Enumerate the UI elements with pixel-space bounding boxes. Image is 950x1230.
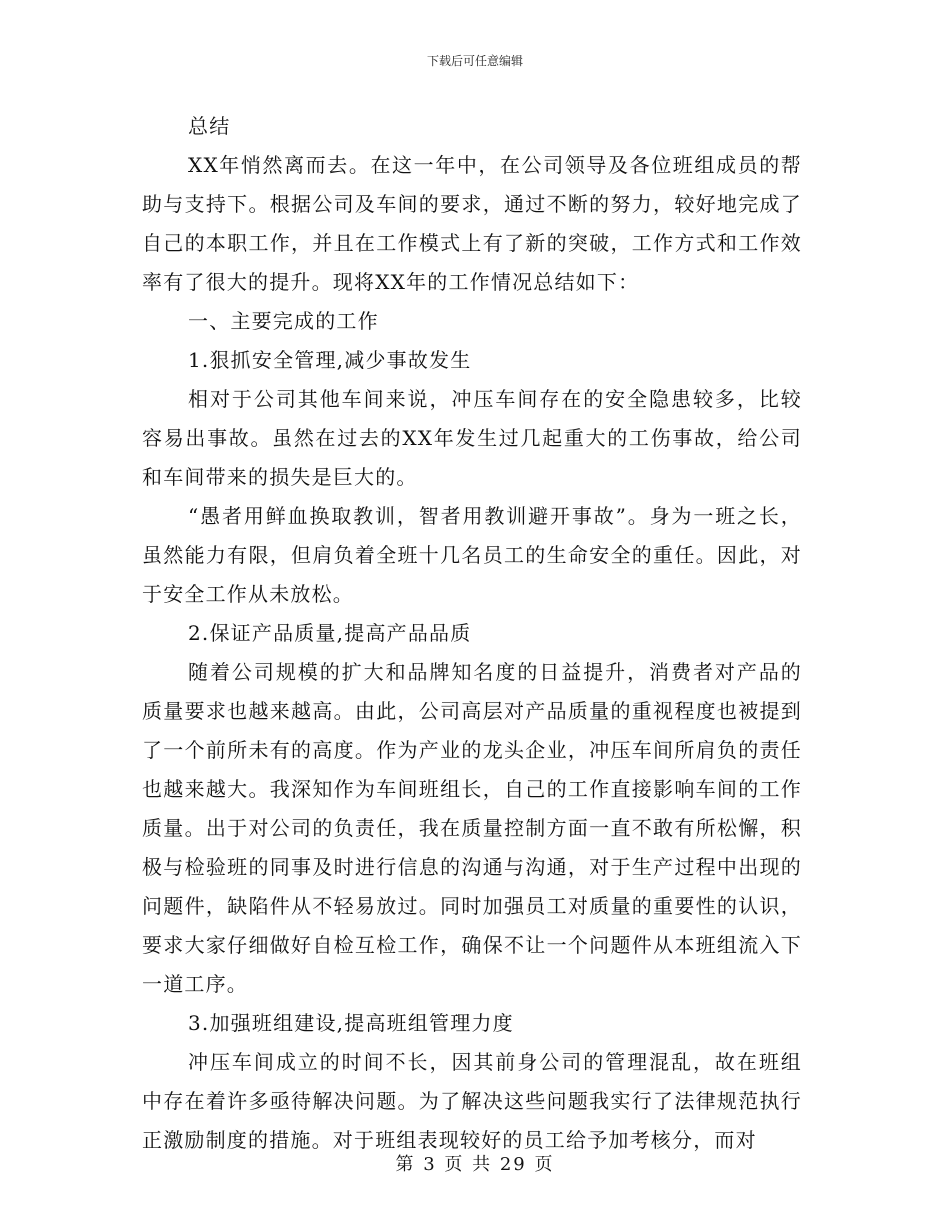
subheading-safety: 1.狠抓安全管理,减少事故发生	[188, 348, 472, 372]
subheading-quality: 2.保证产品质量,提高产品品质	[188, 621, 472, 645]
document-body	[142, 107, 802, 1160]
page-header: 下载后可任意编辑	[426, 54, 523, 68]
page-footer: 第 3 页 共 29 页	[395, 1154, 555, 1175]
paragraph-title: 总结	[188, 114, 231, 138]
paragraph-safety-1: 相对于公司其他车间来说，冲压车间存在的安全隐患较多，比较容易出事故。虽然在过去的XX年发生过几起重大的工伤事故，给公司和车间带来的损失是巨大的。	[142, 387, 802, 489]
paragraph-safety-2: “愚者用鲜血换取教训，智者用教训避开事故”。身为一班之长，虽然能力有限，但肩负着全班十几名员工的生命安全的重任。因此，对于安全工作从未放松。	[142, 504, 802, 606]
paragraph-intro: XX年悄然离而去。在这一年中，在公司领导及各位班组成员的帮助与支持下。根据公司及车间的要求，通过不断的努力，较好地完成了自己的本职工作，并且在工作模式上有了新的突破，工作方式和工作效率有了很大的提升。现将XX年的工作情况总结如下：	[142, 153, 802, 294]
subheading-team-building: 3.加强班组建设,提高班组管理力度	[188, 1011, 514, 1035]
paragraph-team-building: 冲压车间成立的时间不长，因其前身公司的管理混乱，故在班组中存在着许多亟待解决问题。为了解决这些问题我实行了法律规范执行正激励制度的措施。对于班组表现较好的员工给予加考核分，而对	[142, 1050, 802, 1152]
section-heading-main-work: 一、主要完成的工作	[188, 309, 379, 333]
paragraph-quality: 随着公司规模的扩大和品牌知名度的日益提升，消费者对产品的质量要求也越来越高。由此，公司高层对产品质量的重视程度也被提到了一个前所未有的高度。作为产业的龙头企业，冲压车间所肩负的责任也越来越大。我深知作为车间班组长，自己的工作直接影响车间的工作质量。出于对公司的负责任，我在质量控制方面一直不敢有所松懈，积极与检验班的同事及时进行信息的沟通与沟通，对于生产过程中出现的问题件，缺陷件从不轻易放过。同时加强员工对质量的重要性的认识，要求大家仔细做好自检互检工作，确保不让一个问题件从本班组流入下一道工序。	[142, 660, 802, 996]
